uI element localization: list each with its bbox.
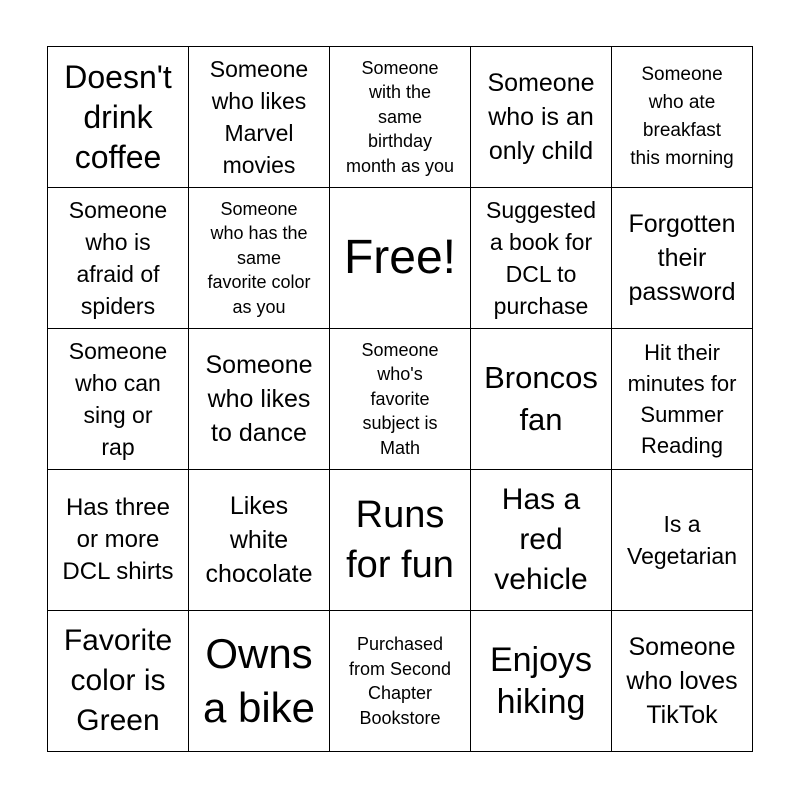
bingo-cell-text: Someone with the same birthday month as you — [345, 57, 455, 176]
bingo-cell-text: Someone who can sing or rap — [68, 338, 168, 460]
bingo-cell-text: Someone who's favorite subject is Math — [361, 339, 439, 458]
bingo-cell-r1-c3[interactable] — [330, 47, 471, 188]
bingo-cell-text: Purchased from Second Chapter Bookstore — [348, 634, 452, 728]
bingo-cell-r4-c1[interactable] — [48, 470, 189, 611]
bingo-cell-r1-c1[interactable] — [48, 47, 189, 188]
bingo-cell-text: Suggested a book for DCL to purchase — [486, 197, 596, 319]
bingo-cell-text: Someone who likes to dance — [205, 351, 313, 447]
bingo-free-space[interactable] — [330, 188, 471, 329]
bingo-cell-r1-c2[interactable] — [189, 47, 330, 188]
bingo-cell-text: Someone who is an only child — [487, 69, 595, 165]
bingo-cell-text: Likes white chocolate — [205, 492, 313, 588]
bingo-cell-text: Someone who likes Marvel movies — [209, 56, 309, 178]
bingo-cell-text: Someone who is afraid of spiders — [68, 197, 168, 319]
bingo-cell-r3-c1[interactable] — [48, 329, 189, 470]
bingo-cell-text: Someone who ate breakfast this morning — [630, 64, 734, 169]
bingo-cell-r1-c5[interactable] — [612, 47, 753, 188]
bingo-cell-text: Broncos fan — [484, 360, 598, 437]
bingo-cell-text: Owns a bike — [202, 630, 316, 731]
bingo-cell-r5-c3[interactable] — [330, 611, 471, 752]
bingo-cell-r3-c5[interactable] — [612, 329, 753, 470]
bingo-cell-r3-c2[interactable] — [189, 329, 330, 470]
bingo-cell-r4-c5[interactable] — [612, 470, 753, 611]
bingo-cell-text: Someone who loves TikTok — [626, 633, 738, 729]
bingo-cell-r5-c4[interactable] — [471, 611, 612, 752]
bingo-card — [47, 46, 753, 752]
bingo-cell-r5-c1[interactable] — [48, 611, 189, 752]
bingo-cell-r2-c1[interactable] — [48, 188, 189, 329]
bingo-cell-r5-c5[interactable] — [612, 611, 753, 752]
bingo-cell-text: Is a Vegetarian — [627, 511, 737, 569]
bingo-cell-text: Runs for fun — [346, 494, 454, 586]
bingo-cell-text: Doesn't drink coffee — [64, 59, 172, 175]
bingo-cell-text: Enjoys hiking — [489, 641, 593, 721]
bingo-cell-r2-c2[interactable] — [189, 188, 330, 329]
bingo-cell-r1-c4[interactable] — [471, 47, 612, 188]
bingo-cell-r4-c2[interactable] — [189, 470, 330, 611]
bingo-cell-text: Forgotten their password — [628, 210, 736, 306]
bingo-cell-text: Has a red vehicle — [494, 483, 588, 596]
bingo-cell-text: Hit their minutes for Summer Reading — [627, 340, 737, 458]
free-space-label: Free! — [343, 231, 457, 284]
bingo-cell-r4-c3[interactable] — [330, 470, 471, 611]
bingo-cell-r5-c2[interactable] — [189, 611, 330, 752]
bingo-cell-r2-c5[interactable] — [612, 188, 753, 329]
bingo-cell-text: Has three or more DCL shirts — [62, 494, 174, 585]
bingo-cell-r3-c3[interactable] — [330, 329, 471, 470]
bingo-cell-r4-c4[interactable] — [471, 470, 612, 611]
bingo-cell-text: Favorite color is Green — [63, 624, 173, 737]
bingo-cell-text: Someone who has the same favorite color as you — [207, 198, 311, 317]
bingo-cell-r3-c4[interactable] — [471, 329, 612, 470]
bingo-cell-r2-c4[interactable] — [471, 188, 612, 329]
